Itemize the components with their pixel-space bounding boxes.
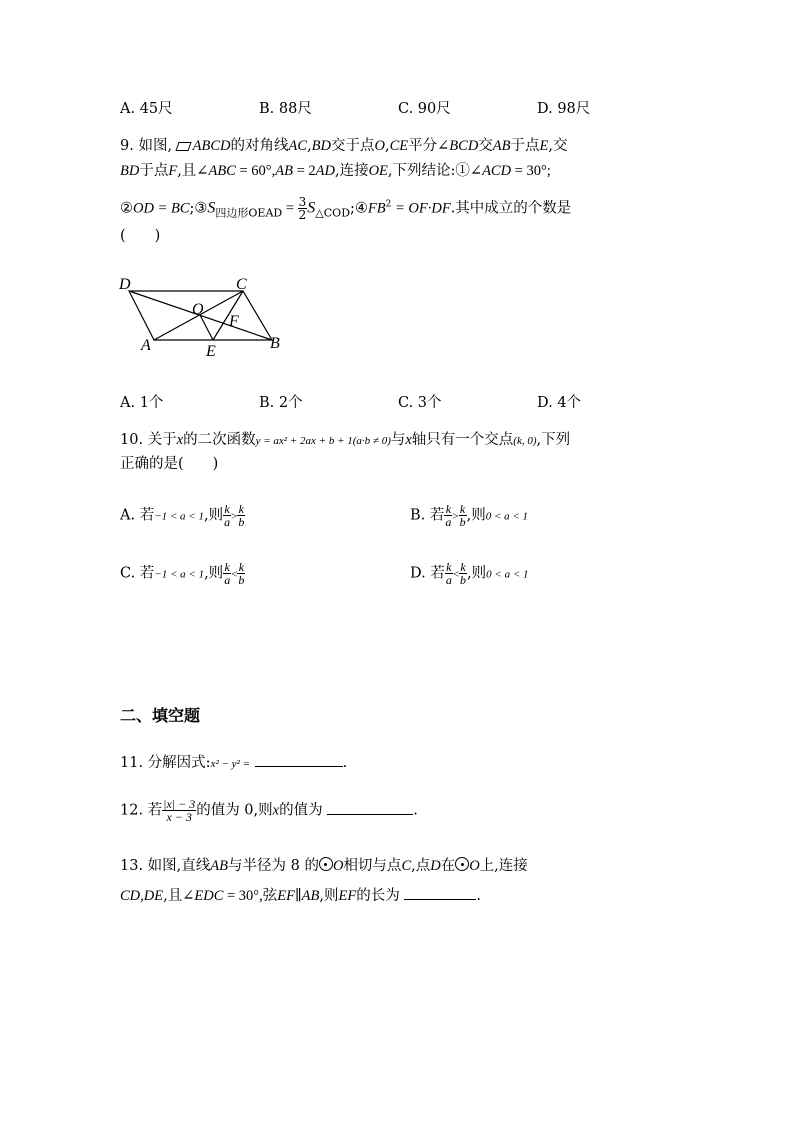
- q13-answer-blank[interactable]: [404, 898, 476, 900]
- q9-paren: ( ): [120, 228, 161, 244]
- q11-answer-blank[interactable]: [255, 765, 343, 767]
- q10-option-d: D. 若 $\frac{k}{a}$ < $\frac{k}{b}$ ,则0 < a < 1: [410, 560, 529, 587]
- q9-line-2: BD于点F,且∠ABC = 60°,AB = 2AD,连接OE,下列结论:①∠ACD = 30°;: [120, 163, 551, 179]
- q9-option-b: B. 2个: [259, 395, 303, 411]
- label-c: C: [236, 276, 247, 293]
- q9-option-a: A. 1个: [120, 395, 164, 411]
- q12: 12. 若 $\frac{|x| - 3}{x - 3}$ 的值为 0,则x的值为 .: [120, 797, 418, 824]
- q8-option-d: D. 98尺: [537, 101, 591, 117]
- q10-line-1: 10. 关于x的二次函数y = ax² + 2ax + b + 1(a·b ≠ 0)与x轴只有一个交点(k, 0),下列: [120, 432, 571, 448]
- label-e: E: [206, 343, 216, 360]
- label-d: D: [119, 276, 131, 293]
- q13-line-2: CD,DE,且∠EDC = 30°,弦EF∥AB,则EF的长为 .: [120, 888, 481, 904]
- label-a: A: [141, 337, 151, 354]
- parallelogram-icon: [175, 142, 191, 151]
- q13-line-1: 13. 如图,直线AB与半径为 8 的 O相切与点C,点D在 O上,连接: [120, 858, 528, 874]
- q10-line-2: 正确的是( ): [120, 456, 219, 472]
- q11: 11. 分解因式:x² − y² = .: [120, 755, 348, 771]
- circle-dot-icon: [319, 857, 333, 871]
- q8-option-b: B. 88尺: [259, 101, 312, 117]
- q9-option-d: D. 4个: [537, 395, 582, 411]
- q10-option-c: C. 若−1 < a < 1,则 $\frac{k}{a}$ < $\frac{k}{b}$: [120, 560, 245, 587]
- label-b: B: [270, 335, 280, 352]
- q12-answer-blank[interactable]: [327, 813, 413, 815]
- q8-option-c: C. 90尺: [398, 101, 451, 117]
- q10-option-b: B. 若 $\frac{k}{a}$ > $\frac{k}{b}$ ,则0 < a < 1: [410, 502, 529, 529]
- fraction-three-halves: $\frac{3}{2}$: [298, 195, 307, 222]
- parallelogram-figure: [110, 268, 310, 368]
- q9-line-3: ②OD = $BC;③S_{四边形OEAD}$ = $\frac{3}{2}$ $S_{\triangle COD};④FB^2 = OF\cdot DF$.其中成立的个数是: [120, 195, 572, 222]
- q8-option-a: A. 45尺: [120, 101, 173, 117]
- label-o: O: [192, 301, 204, 318]
- q9-option-c: C. 3个: [398, 395, 442, 411]
- q10-option-a: A. 若−1 < a < 1,则 $\frac{k}{a}$ > $\frac{k}{b}$: [120, 502, 245, 529]
- circle-dot-icon: [455, 857, 469, 871]
- label-f: F: [229, 313, 239, 330]
- section-title-fill-in: 二、填空题: [120, 706, 201, 725]
- q9-line-1: 9. 如图, ABCD的对角线AC,BD交于点O,CE平分∠BCD交AB于点E,交: [120, 138, 568, 154]
